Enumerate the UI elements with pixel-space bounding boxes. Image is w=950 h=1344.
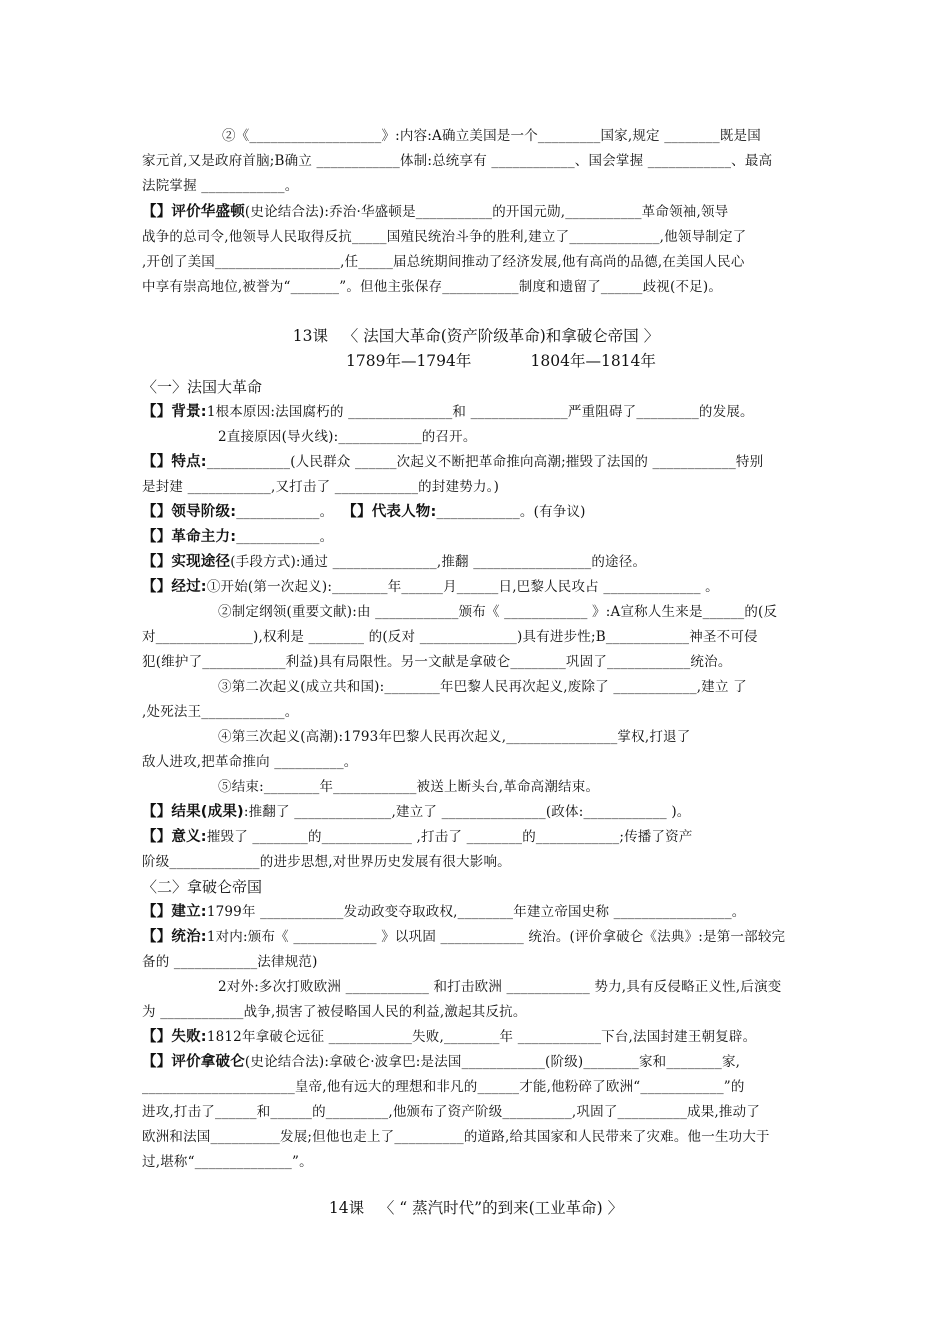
failure-line xyxy=(142,1028,810,1046)
founding-text: 1799年 ____________发动政变夺取政权,________年建立帝国史称 _________________。 xyxy=(206,904,746,920)
meaning-line-2: 阶级_____________的进步思想,对世界历史发展有很大影响。 xyxy=(142,854,511,870)
napoleon-eval-text: (史论结合法):拿破仑·波拿巴:是法国____________(阶级)________家和________家, xyxy=(244,1054,741,1070)
french-revolution-section-title: 〈一〉法国大革命 xyxy=(142,378,263,396)
lesson13-dates: 1789年—1794年 1804年—1814年 xyxy=(346,352,656,370)
washington-eval-text: (史论结合法):乔治·华盛顿是___________的开国元勋,___________革命领袖,领导 xyxy=(244,204,729,220)
features-heading: 【】特点: xyxy=(142,454,207,470)
representative-text: ____________。(有争议) xyxy=(436,504,586,520)
background-line-1 xyxy=(142,403,810,421)
constitution-line-2: 家元首,又是政府首脑;B确立 ____________体制:总统享有 ____________、国会掌握 ____________、最高 xyxy=(142,153,773,169)
features-line-1 xyxy=(142,453,810,471)
process-line-8: 敌人进攻,把革命推向 __________。 xyxy=(142,754,358,770)
main-force-heading: 【】革命主力: xyxy=(142,529,237,545)
washington-eval-line-3: ,开创了美国__________________,任_____届总统期间推动了经济发展,他有高尚的品德,在美国人民心 xyxy=(142,254,745,270)
leader-heading: 【】领导阶级: xyxy=(142,504,237,520)
process-line-2: ②制定纲领(重要文献):由 ____________颁布《 ____________ 》:A宣称人生来是______的(反 xyxy=(218,604,778,620)
result-text: :推翻了 ______________,建立了 _______________(政体:____________ )。 xyxy=(243,804,691,820)
process-line-3: 对______________),权利是 ________ 的(反对 ______________)具有进步性;B____________神圣不可侵 xyxy=(142,629,758,645)
way-text: (手段方式):通过 _______________,推翻 _________________的途径。 xyxy=(230,554,647,570)
rule-line-2: 备的 ____________法律规范) xyxy=(142,954,318,970)
result-heading: 【】结果(成果) xyxy=(142,804,244,820)
washington-eval-line-1 xyxy=(142,203,810,221)
process-heading: 【】经过: xyxy=(142,579,207,595)
process-text: ①开始(第一次起义):________年______月______日,巴黎人民攻占 ______________ 。 xyxy=(206,579,719,595)
napoleon-eval-heading: 【】评价拿破仑 xyxy=(142,1054,245,1070)
process-line-5: ③第二次起义(成立共和国):________年巴黎人民再次起义,废除了 ____________,建立 了 xyxy=(218,679,747,695)
founding-line xyxy=(142,903,810,921)
failure-text: 1812年拿破仑远征 ____________失败,________年 ____________下台,法国封建王朝复辟。 xyxy=(206,1029,757,1045)
washington-eval-heading: 【】评价华盛顿 xyxy=(142,204,245,220)
constitution-line-1: ②《___________________》:内容:A确立美国是一个_________国家,规定 ________既是国 xyxy=(222,128,761,144)
napoleon-eval-line-1 xyxy=(142,1053,810,1071)
meaning-text: 摧毁了 ________的_____________ ,打击了 ________的____________;传播了资产 xyxy=(206,829,693,845)
process-line-4: 犯(维护了____________利益)具有局限性。另一文献是拿破仑________巩固了____________统治。 xyxy=(142,654,732,670)
process-line-7: ④第三次起义(高潮):1793年巴黎人民再次起义,________________掌权,打退了 xyxy=(218,729,691,745)
leader-text: ____________。 xyxy=(236,504,334,520)
process-line-6: ,处死法王____________。 xyxy=(142,704,299,720)
representative-heading: 【】代表人物: xyxy=(342,504,437,520)
background-heading: 【】背景: xyxy=(142,404,207,420)
rule-line-3: 2对外:多次打败欧洲 ____________ 和打击欧洲 ____________ 势力,具有反侵略正义性,后演变 xyxy=(218,979,782,995)
washington-eval-line-2: 战争的总司令,他领导人民取得反抗_____国殖民统治斗争的胜利,建立了_____________,他领导制定了 xyxy=(142,229,747,245)
napoleon-eval-line-5: 过,堪称“______________”。 xyxy=(142,1154,313,1170)
process-line-1 xyxy=(142,578,810,596)
process-line-9: ⑤结束:________年____________被送上断头台,革命高潮结束。 xyxy=(218,779,600,795)
result-line xyxy=(142,803,810,821)
rule-text: 1对内:颁布《 ____________ 》以巩固 ____________ 统治。(评价拿破仑《法典》:是第一部较完 xyxy=(206,929,786,945)
rule-heading: 【】统治: xyxy=(142,929,207,945)
main-force-text: ____________。 xyxy=(236,529,334,545)
rule-line-1 xyxy=(142,928,810,946)
way-heading: 【】实现途径 xyxy=(142,554,231,570)
napoleon-section-title: 〈二〉拿破仑帝国 xyxy=(142,878,263,896)
rule-line-4: 为 ____________战争,损害了被侵略国人民的利益,激起其反抗。 xyxy=(142,1004,527,1020)
lesson13-title: 13课 〈 法国大革命(资产阶级革命)和拿破仑帝国 〉 xyxy=(292,327,660,345)
failure-heading: 【】失败: xyxy=(142,1029,207,1045)
background-text: 1根本原因:法国腐朽的 _______________和 ______________严重阻碍了_________的发展。 xyxy=(206,404,754,420)
features-text: ____________(人民群众 ______次起义不断把革命推向高潮;摧毁了法国的 ____________特别 xyxy=(206,454,764,470)
features-line-2: 是封建 ____________,又打击了 ____________的封建势力。) xyxy=(142,479,500,495)
constitution-line-3: 法院掌握 ____________。 xyxy=(142,178,299,194)
meaning-heading: 【】意义: xyxy=(142,829,207,845)
leader-line xyxy=(142,503,810,521)
meaning-line-1 xyxy=(142,828,810,846)
napoleon-eval-line-3: 进攻,打击了______和______的_________,他颁布了资产阶级__________,巩固了__________成果,推动了 xyxy=(142,1104,761,1120)
washington-eval-line-4: 中享有崇高地位,被誉为“_______”。但他主张保存___________制度和遗留了______歧视(不足)。 xyxy=(142,279,723,295)
napoleon-eval-line-2: ______________________皇帝,他有远大的理想和非凡的______才能,他粉碎了欧洲“____________”的 xyxy=(142,1079,745,1095)
napoleon-eval-line-4: 欧洲和法国__________发展;但他也走上了__________的道路,给其国家和人民带来了灾难。他一生功大于 xyxy=(142,1129,770,1145)
lesson14-title: 14课 〈 “ 蒸汽时代”的到来(工业革命) 〉 xyxy=(328,1199,624,1217)
way-line xyxy=(142,553,810,571)
founding-heading: 【】建立: xyxy=(142,904,207,920)
background-line-2: 2直接原因(导火线):____________的召开。 xyxy=(218,429,477,445)
main-force-line xyxy=(142,528,810,546)
